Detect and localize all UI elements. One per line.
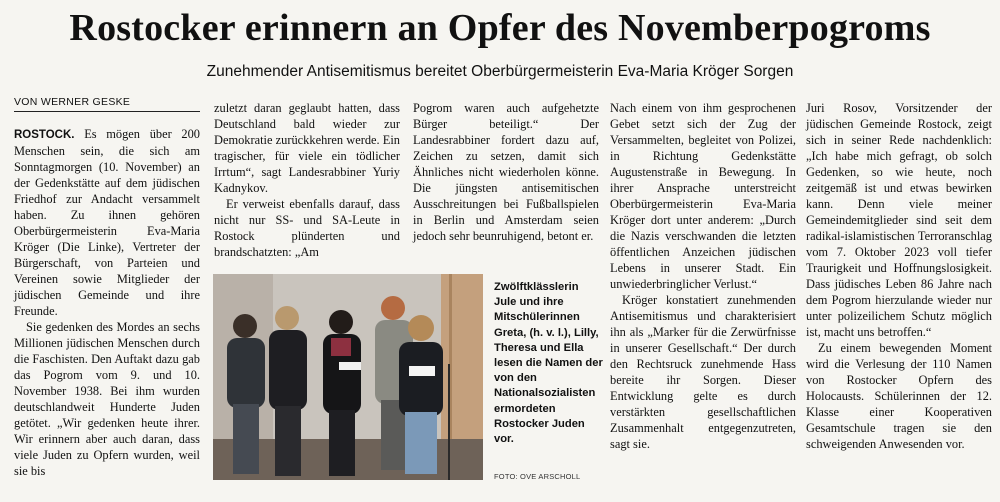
paragraph: zuletzt daran geglaubt hatten, dass Deutschland bald wieder zur Demokratie zurückkehren werde. Ein tragischer, für viele ein tödlicher Irrtum“, sagt Landesrabbiner Yuriy Kadnykov.: [214, 101, 400, 195]
paragraph: Er verweist ebenfalls darauf, dass nicht nur SS- und SA-Leute in Rostock plünderten und brandschatzten: „Am: [214, 197, 400, 259]
article-photo: [213, 274, 483, 480]
headline: Rostocker erinnern an Opfer des Novemberpogroms: [69, 7, 931, 49]
article-column-2: [214, 100, 400, 260]
paragraph: Juri Rosov, Vorsitzender der jüdischen Gemeinde Rostock, zeigt sich in seiner Rede nachdenklich: „Ich habe mich gefragt, ob solch Gedenken, so wie heute, noch zeitgemäß ist und etwas bewirken kann. Denn viele meiner Gemeindemitglieder sind seit dem radikal-islamistischen Terroranschlag vom 7. Oktober 2023 voll tiefer Traurigkeit und Hoffnungslosigkeit. Dass jüdisches Leben 86 Jahre nach dem Pogrom hierzulande wieder nur unter polizeilichem Schutz möglich ist, macht uns betroffen.“: [806, 101, 992, 339]
paragraph: Kröger konstatiert zunehmenden Antisemitismus und charakterisiert ihn als „Marker für die Zerwürfnisse in unserer Gesellschaft.“ Der durch den Rechtsruck zunehmende Hass bereite ihr Sorgen. Dieser Entwicklung gelte es durch verstärkten gesellschaftlichen Zusammenhalt entgegenzutreten, sagt sie.: [610, 293, 796, 451]
paragraph: Pogrom waren auch aufgehetzte Bürger beteiligt.“ Der Landesrabbiner fordert dazu auf, Zeichen zu setzen, damit sich Ähnliches nicht wiederholen könne. Die jüngsten antisemitischen Ausschreitungen bei Fußballspielen in Berlin und Amsterdam seien jedoch sehr beunruhigend, betont er.: [413, 101, 599, 243]
paragraph: Nach einem von ihm gesprochenen Gebet setzt sich der Zug der Versammelten, begleitet von Polizei, in Richtung Gedenkstätte Augustenstraße in Bewegung. In ihrer Ansprache unterstreicht Oberbürgermeisterin Eva-Maria Kröger dort unter anderem: „Durch die Nazis verschwanden die letzten öffentlichen Anzeichen jüdischen Lebens in unserer Stadt. Ein unwiederbringlicher Verlust.“: [610, 101, 796, 291]
photo-credit: FOTO: OVE ARSCHOLL: [494, 472, 581, 481]
photo-caption: Zwölftklässlerin Jule und ihre Mitschülerinnen Greta, (h. v. l.), Lilly, Theresa und Ella lesen die Namen der von den Nationalsozialisten ermordeten Rostocker Juden vor.: [494, 281, 603, 446]
paragraph: Zu einem bewegenden Moment wird die Verlesung der 110 Namen von Rostocker Opfern des Holocausts. Schülerinnen der 12. Klasse einer Kooperativen Gesamtschule tragen sie den schweigenden Anwesenden vor.: [806, 341, 992, 451]
paragraph: Sie gedenken des Mordes an sechs Millionen jüdischen Menschen durch die Faschisten. Den Auftakt dazu gab das Pogrom vom 9. und 10. November 1938. Bei ihm wurden deutschlandweit Hunderte Juden getötet. „Wir gedenken heute ihrer. Wir erinnern aber auch daran, dass viele Juden zu Opfern wurden, weil sie bis: [14, 320, 200, 478]
dateline: ROSTOCK.: [14, 129, 75, 141]
subheadline: Zunehmender Antisemitismus bereitet Oberbürgermeisterin Eva-Maria Kröger Sorgen: [206, 63, 794, 80]
article-column-3: [413, 100, 599, 244]
article-column-4: [610, 100, 796, 452]
byline: VON WERNER GESKE: [14, 96, 200, 112]
article-column-1: [14, 126, 200, 479]
paragraph: [14, 126, 200, 319]
paragraph-text: Es mögen über 200 Menschen sein, die sich am Sonntagmorgen (10. November) an der Gedenkstätte auf dem jüdischen Friedhof zur Andacht versammelt haben. Zu ihnen gehören Oberbürgermeisterin Eva-Maria Kröger (Die Linke), Vertreter der Bürgerschaft, von Parteien und Vereinen sowie Mitglieder der jüdischen Gemeinde und ihre Freunde.: [14, 127, 200, 318]
students-reading-names-photo: [213, 274, 483, 480]
article-column-5: [806, 100, 992, 452]
